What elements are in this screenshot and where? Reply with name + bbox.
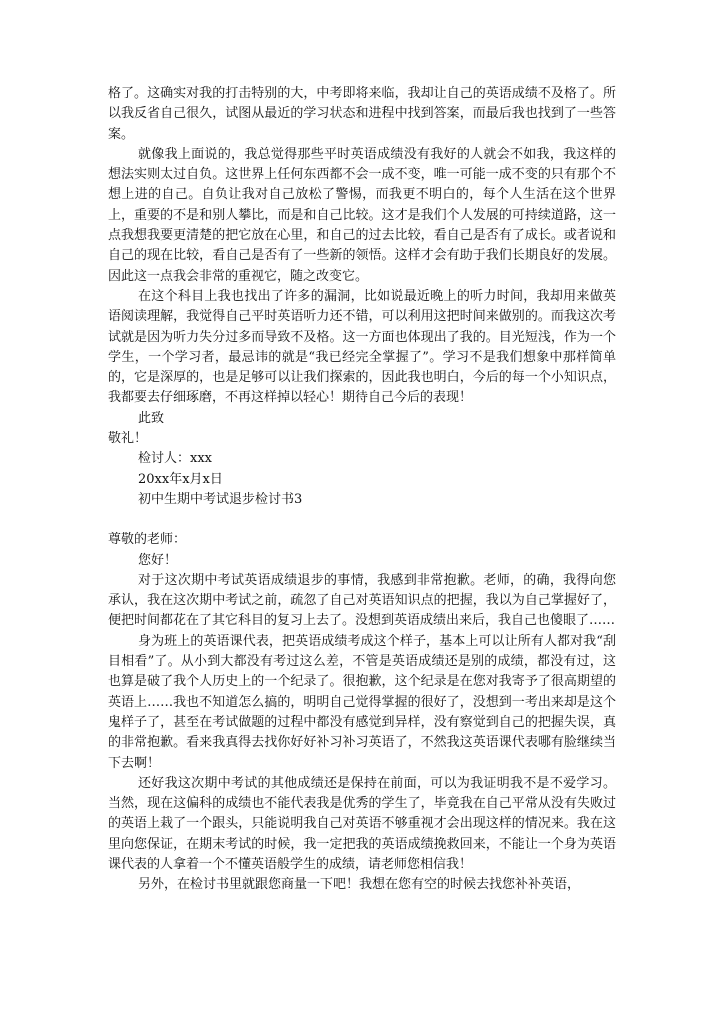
document-page bbox=[108, 84, 616, 896]
signer: 检讨人：xxx bbox=[138, 451, 212, 467]
hello: 您好！ bbox=[138, 552, 178, 568]
greeting: 尊敬的老师： bbox=[108, 532, 187, 548]
paragraph: 格了。这确实对我的打击特别的大，中考即将来临，我却让自己的英语成绩不及格了。所以我反省自己很久，试图从最近的学习状态和进程中找到答案，而最后我也找到了一些答案。 bbox=[108, 86, 616, 142]
paragraph: 身为班上的英语课代表，把英语成绩考成这个样子，基本上可以让所有人都对我“刮目相看”了。从小到大都没有考过这么差，不管是英语成绩还是别的成绩，都没有过，这也算是破了我个人历史上的一个纪录了。很抱歉，这个纪录是在您对我寄予了很高期望的英语上……我也不知道怎么搞的，明明自己觉得掌握的很好了，没想到一考出来却是这个鬼样子了，甚至在考试做题的过程中都没有感觉到异样，没有察觉到自己的把握失误，真的非常抱歉。看来我真得去找你好好补习补习英语了，不然我这英语课代表哪有脸继续当下去啊！ bbox=[108, 633, 616, 771]
salute: 敬礼！ bbox=[108, 431, 148, 447]
paragraph: 另外，在检讨书里就跟您商量一下吧！我想在您有空的时候去找您补补英语， bbox=[138, 877, 581, 893]
closing: 此致 bbox=[138, 410, 165, 426]
paragraph: 还好我这次期中考试的其他成绩还是保持在前面，可以为我证明我不是不爱学习。当然，现在这偏科的成绩也不能代表我是优秀的学生了，毕竟我在自己平常从没有失败过的英语上栽了一个跟头，只能说明我自己对英语不够重视才会出现这样的情况来。我在这里向您保证，在期末考试的时候，我一定把我的英语成绩挽救回来，不能让一个身为英语课代表的人拿着一个不懂英语般学生的成绩，请老师您相信我！ bbox=[108, 775, 616, 872]
paragraph: 对于这次期中考试英语成绩退步的事情，我感到非常抱歉。老师，的确，我得向您承认，我在这次期中考试之前，疏忽了自己对英语知识点的把握，我以为自己掌握好了，便把时间都花在了其它科目的复习上去了。没想到英语成绩出来后，我自己也傻眼了…… bbox=[108, 572, 616, 629]
date: 20xx年x月x日 bbox=[138, 471, 223, 487]
spacer bbox=[108, 510, 616, 530]
section-title: 初中生期中考试退步检讨书3 bbox=[138, 491, 303, 507]
paragraph: 在这个科目上我也找出了许多的漏洞，比如说最近晚上的听力时间，我却用来做英语阅读理解，我觉得自己平时英语听力还不错，可以利用这把时间来做别的。而我这次考试就是因为听力失分过多而导致不及格。这一方面也体现出了我的。目光短浅，作为一个学生，一个学习者，最忌讳的就是“我已经完全掌握了”。学习不是我们想象中那样简单的，它是深厚的，也是足够可以让我们探索的，因此我也明白，今后的每一个小知识点，我都要去仔细琢磨，不再这样掉以轻心！期待自己今后的表现！ bbox=[108, 288, 616, 406]
paragraph: 就像我上面说的，我总觉得那些平时英语成绩没有我好的人就会不如我，我这样的想法实则太过自负。这世界上任何东西都不会一成不变，唯一可能一成不变的只有那个不想上进的自己。自负让我对自己放松了警惕，而我更不明白的，每个人生活在这个世界上，重要的不是和别人攀比，而是和自己比较。这才是我们个人发展的可持续道路，这一点我想我要更清楚的把它放在心里，和自己的过去比较，看自己是否有了成长。或者说和自己的现在比较，看自己是否有了一些新的领悟。这样才会有助于我们长期良好的发展。因此这一点我会非常的重视它，随之改变它。 bbox=[108, 146, 616, 284]
